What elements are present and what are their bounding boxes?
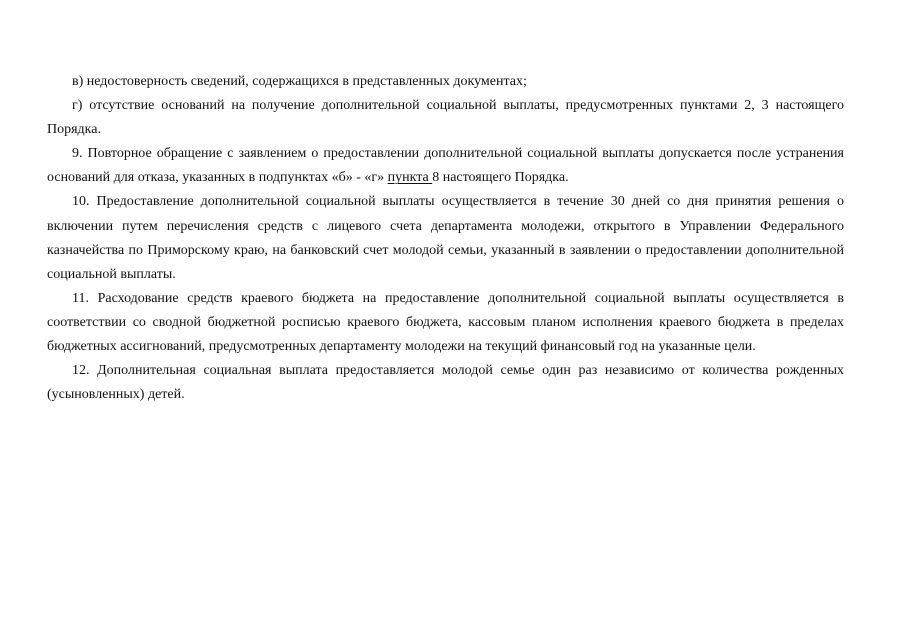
paragraph-9-text: 9. Повторное обращение с заявлением о предоставлении дополнительной социальной выплаты допускается после устранения оснований для отказа, указанных в подпунктах «б» - «г» [47,146,844,186]
link-punkt-8[interactable]: пункта [387,170,433,186]
paragraph-9 [47,142,844,190]
paragraph-subitem-v: в) недостоверность сведений, содержащихся в представленных документах; [72,74,527,89]
paragraph-subitem-g: г) отсутствие оснований на получение дополнительной социальной выплаты, предусмотренных пунктами 2, 3 настоящего Порядка. [47,98,844,138]
paragraph-10: 10. Предоставление дополнительной социальной выплаты осуществляется в течение 30 дней со дня принятия решения о включении путем перечисления средств с лицевого счета департамента молодежи, открытого в Управлении Федерального казначейства по Приморскому краю, на банковский счет молодой семьи, указанный в заявлении о предоставлении дополнительной социальной выплаты. [47,194,844,282]
document-page [47,70,844,407]
paragraph-11: 11. Расходование средств краевого бюджета на предоставление дополнительной социальной выплаты осуществляется в соответствии со сводной бюджетной росписью краевого бюджета, кассовым планом исполнения краевого бюджета в пределах бюджетных ассигнований, предусмотренных департаменту молодежи на текущий финансовый год на указанные цели. [47,290,844,355]
paragraph-9-text-end: 8 настоящего Порядка. [432,170,569,186]
paragraph-12: 12. Дополнительная социальная выплата предоставляется молодой семье один раз независимо от количества рожденных (усыновленных) детей. [47,363,844,403]
